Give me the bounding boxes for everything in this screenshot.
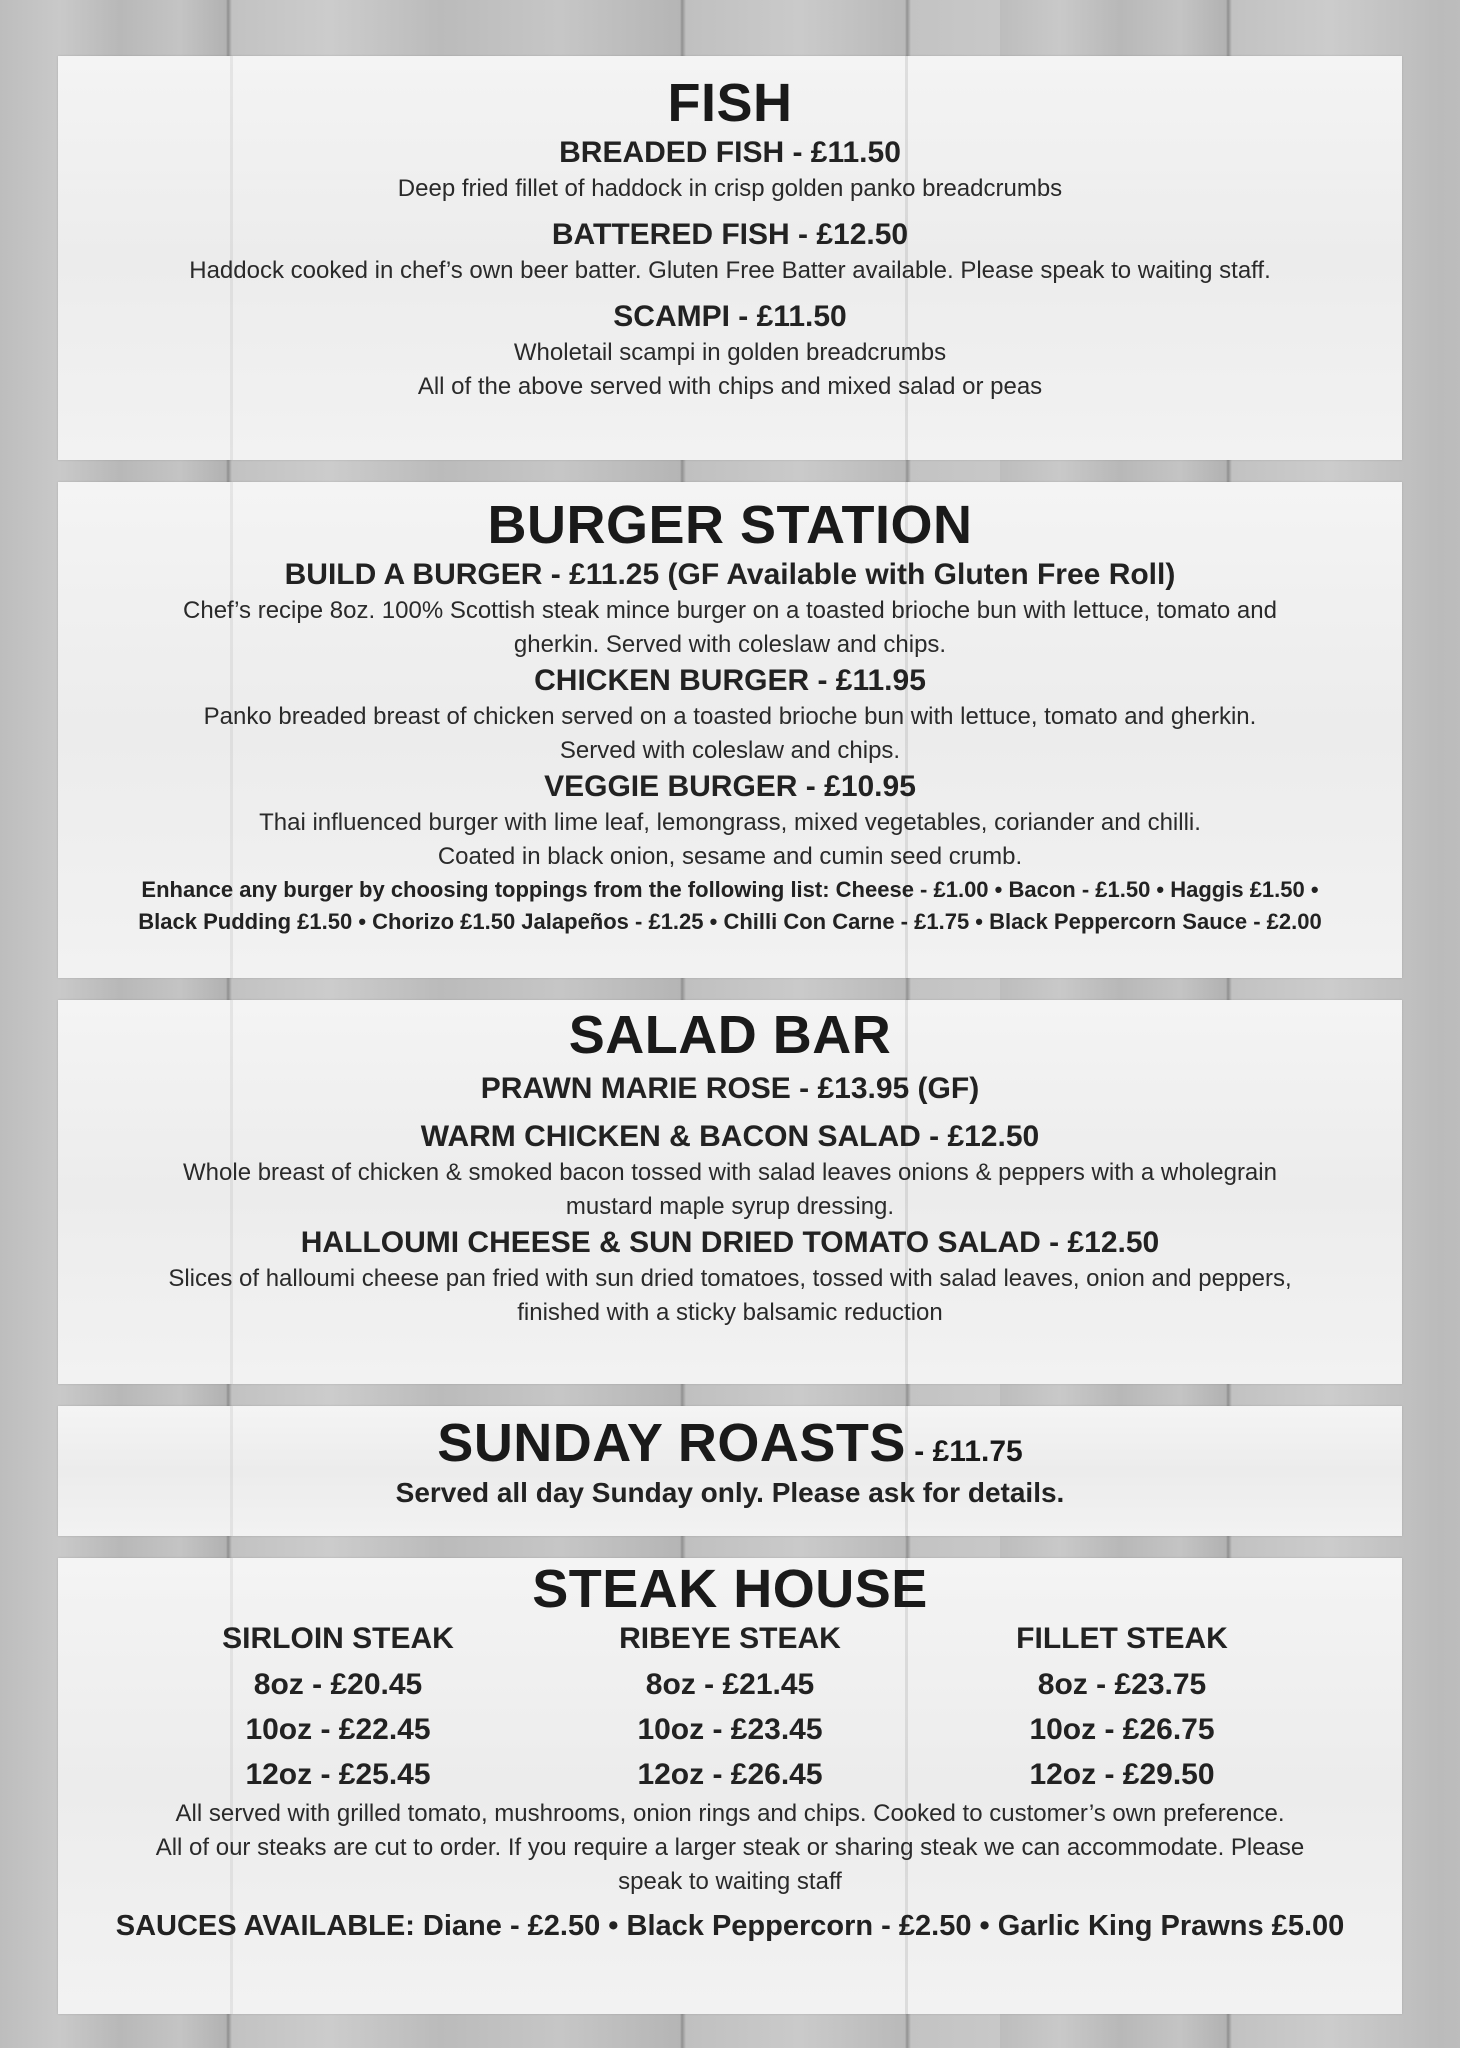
- steak-price: 12oz - £29.50: [1029, 1758, 1215, 1791]
- menu-item-description: Thai influenced burger with lime leaf, lemongrass, mixed vegetables, coriander and chilli.: [259, 809, 1201, 836]
- steak-name: SIRLOIN STEAK: [222, 1622, 454, 1655]
- menu-item-description: Panko breaded breast of chicken served on a toasted brioche bun with lettuce, tomato and gherkin.: [203, 703, 1257, 730]
- menu-item-name: PRAWN MARIE ROSE - £13.95 (GF): [480, 1072, 980, 1105]
- steak-price: 8oz - £21.45: [645, 1668, 815, 1701]
- sunday-roasts-section: [58, 1406, 1402, 1536]
- menu-item-description: gherkin. Served with coleslaw and chips.: [513, 631, 947, 658]
- section-title: SUNDAY ROASTS: [437, 1413, 906, 1473]
- menu-item-name: WARM CHICKEN & BACON SALAD - £12.50: [420, 1120, 1040, 1153]
- burger-section: [58, 482, 1402, 978]
- menu-item-description: finished with a sticky balsamic reduction: [517, 1299, 943, 1326]
- fish-section: [58, 56, 1402, 460]
- steak-price: 10oz - £26.75: [1029, 1713, 1215, 1746]
- roast-note: Served all day Sunday only. Please ask for details.: [395, 1477, 1065, 1508]
- steak-price: 12oz - £26.45: [637, 1758, 823, 1791]
- menu-item-description: Whole breast of chicken & smoked bacon tossed with salad leaves onions & peppers with a wholegrain: [183, 1159, 1277, 1186]
- steak-column-ribeye: [550, 1620, 910, 1797]
- roast-price: - £11.75: [905, 1435, 1023, 1468]
- menu-item-description: Haddock cooked in chef’s own beer batter. Gluten Free Batter available. Please speak to waiting staff.: [189, 257, 1271, 284]
- toppings-list: Enhance any burger by choosing toppings from the following list: Cheese - £1.00 • Bacon - £1.50 • Haggis £1.50 •: [141, 877, 1319, 902]
- steak-house-section: [58, 1558, 1402, 2014]
- steak-note: speak to waiting staff: [618, 1868, 842, 1895]
- menu-item-description: Coated in black onion, sesame and cumin seed crumb.: [437, 843, 1023, 870]
- steak-column-sirloin: [158, 1620, 518, 1797]
- steak-price: 10oz - £22.45: [245, 1713, 431, 1746]
- section-title: SALAD BAR: [568, 1005, 892, 1065]
- menu-item-name: BREADED FISH - £11.50: [559, 136, 901, 169]
- menu-item-description: mustard maple syrup dressing.: [565, 1193, 895, 1220]
- steak-note: All served with grilled tomato, mushrooms, onion rings and chips. Cooked to customer’s own preference.: [175, 1800, 1285, 1827]
- menu-item-name: SCAMPI - £11.50: [613, 300, 847, 333]
- steak-columns: [58, 1620, 1402, 1797]
- section-title: BURGER STATION: [487, 495, 973, 555]
- menu-item-description: Deep fried fillet of haddock in crisp golden panko breadcrumbs: [397, 175, 1063, 202]
- menu-item-description: Served with coleslaw and chips.: [559, 737, 901, 764]
- steak-price: 8oz - £20.45: [253, 1668, 423, 1701]
- steak-price: 12oz - £25.45: [245, 1758, 431, 1791]
- steak-column-fillet: [942, 1620, 1302, 1797]
- menu-item-description: Slices of halloumi cheese pan fried with sun dried tomatoes, tossed with salad leaves, onion and peppers,: [168, 1265, 1292, 1292]
- toppings-list: Black Pudding £1.50 • Chorizo £1.50 Jalapeños - £1.25 • Chilli Con Carne - £1.75 • Black Peppercorn Sauce - £2.00: [138, 909, 1322, 934]
- steak-name: RIBEYE STEAK: [619, 1622, 841, 1655]
- steak-price: 8oz - £23.75: [1037, 1668, 1207, 1701]
- menu-item-name: BUILD A BURGER - £11.25 (GF Available with Gluten Free Roll): [284, 558, 1176, 591]
- sauces-available: SAUCES AVAILABLE: Diane - £2.50 • Black Peppercorn - £2.50 • Garlic King Prawns £5.00: [115, 1910, 1345, 1942]
- steak-note: All of our steaks are cut to order. If you require a larger steak or sharing steak we can accommodate. Please: [155, 1834, 1305, 1861]
- menu-item-name: HALLOUMI CHEESE & SUN DRIED TOMATO SALAD - £12.50: [300, 1226, 1160, 1259]
- section-title: FISH: [667, 73, 793, 133]
- menu-item-name: CHICKEN BURGER - £11.95: [534, 664, 926, 697]
- steak-name: FILLET STEAK: [1016, 1622, 1228, 1655]
- menu-item-description: All of the above served with chips and mixed salad or peas: [417, 373, 1043, 400]
- menu-item-name: BATTERED FISH - £12.50: [551, 218, 909, 251]
- menu-item-description: Chef’s recipe 8oz. 100% Scottish steak mince burger on a toasted brioche bun with lettuce, tomato and: [183, 597, 1277, 624]
- section-title: STEAK HOUSE: [532, 1559, 928, 1619]
- steak-price: 10oz - £23.45: [637, 1713, 823, 1746]
- salad-section: [58, 1000, 1402, 1384]
- menu-item-name: VEGGIE BURGER - £10.95: [544, 770, 916, 803]
- menu-item-description: Wholetail scampi in golden breadcrumbs: [513, 339, 947, 366]
